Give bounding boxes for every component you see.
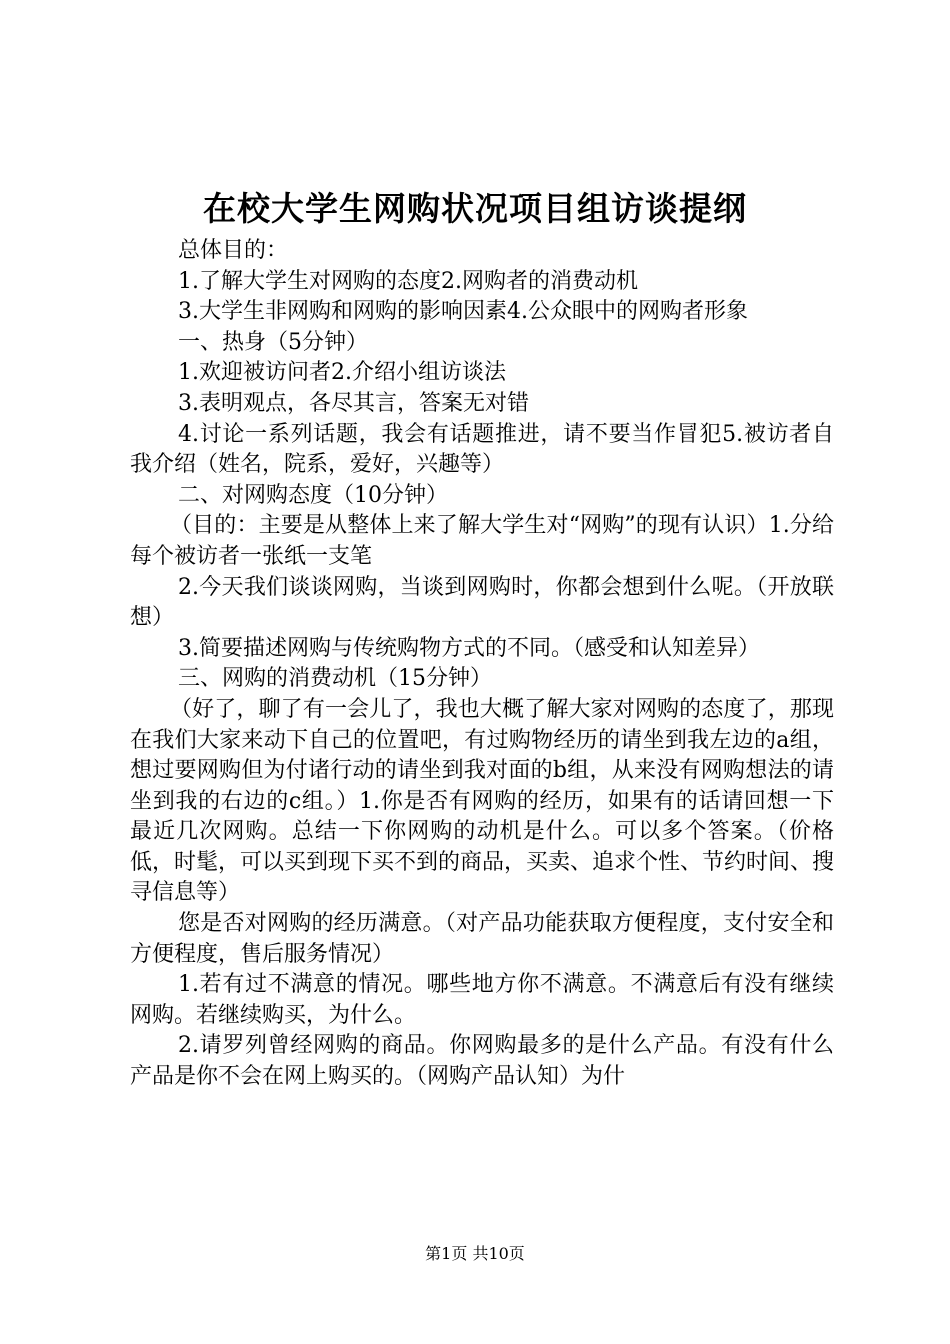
document-body: [130, 236, 834, 1093]
paragraph: 2.请罗列曾经网购的商品。你网购最多的是什么产品。有没有什么产品是你不会在网上购买的。（网购产品认知）为什: [130, 1033, 834, 1090]
paragraph: 3.简要描述网购与传统购物方式的不同。（感受和认知差异）: [178, 635, 760, 661]
document-title: 在校大学生网购状况项目组访谈提纲: [203, 189, 747, 228]
paragraph: 4.讨论一系列话题，我会有话题推进，请不要当作冒犯5.被访者自我介绍（姓名，院系，爱好，兴趣等）: [130, 421, 834, 478]
paragraph: （好了，聊了有一会儿了，我也大概了解大家对网购的态度了，那现在我们大家来动下自己的位置吧，有过购物经历的请坐到我左边的a组，想过要网购但为付诸行动的请坐到我对面的b组，从来没有网购想法的请坐到我的右边的c组。）1.你是否有网购的经历，如果有的话请回想一下最近几次网购。总结一下你网购的动机是什么。可以多个答案。（价格低，时髦，可以买到现下买不到的商品，买卖、追求个性、节约时间、搜寻信息等）: [130, 696, 835, 906]
page-number: 第1页 共10页: [425, 1244, 525, 1263]
section-heading: 一、热身（5分钟）: [178, 329, 368, 355]
section-heading: 二、对网购态度（10分钟）: [178, 482, 448, 508]
section-heading: 三、网购的消费动机（15分钟）: [178, 666, 492, 692]
paragraph: 1.欢迎被访问者2.介绍小组访谈法: [178, 360, 506, 386]
paragraph: 总体目的：: [178, 238, 289, 263]
paragraph: 您是否对网购的经历满意。（对产品功能获取方便程度，支付安全和方便程度，售后服务情况）: [130, 911, 834, 967]
paragraph: 3.大学生非网购和网购的影响因素4.公众眼中的网购者形象: [178, 299, 748, 325]
paragraph: 3.表明观点，各尽其言，答案无对错: [178, 390, 529, 416]
paragraph: 1.了解大学生对网购的态度2.网购者的消费动机: [178, 268, 638, 294]
paragraph: （目的：主要是从整体上来了解大学生对“网购”的现有认识）1.分给每个被访者一张纸一支笔: [130, 513, 834, 569]
paragraph: 2.今天我们谈谈网购，当谈到网购时，你都会想到什么呢。（开放联想）: [130, 574, 834, 631]
paragraph: 1.若有过不满意的情况。哪些地方你不满意。不满意后有没有继续网购。若继续购买，为什么。: [130, 972, 834, 1028]
